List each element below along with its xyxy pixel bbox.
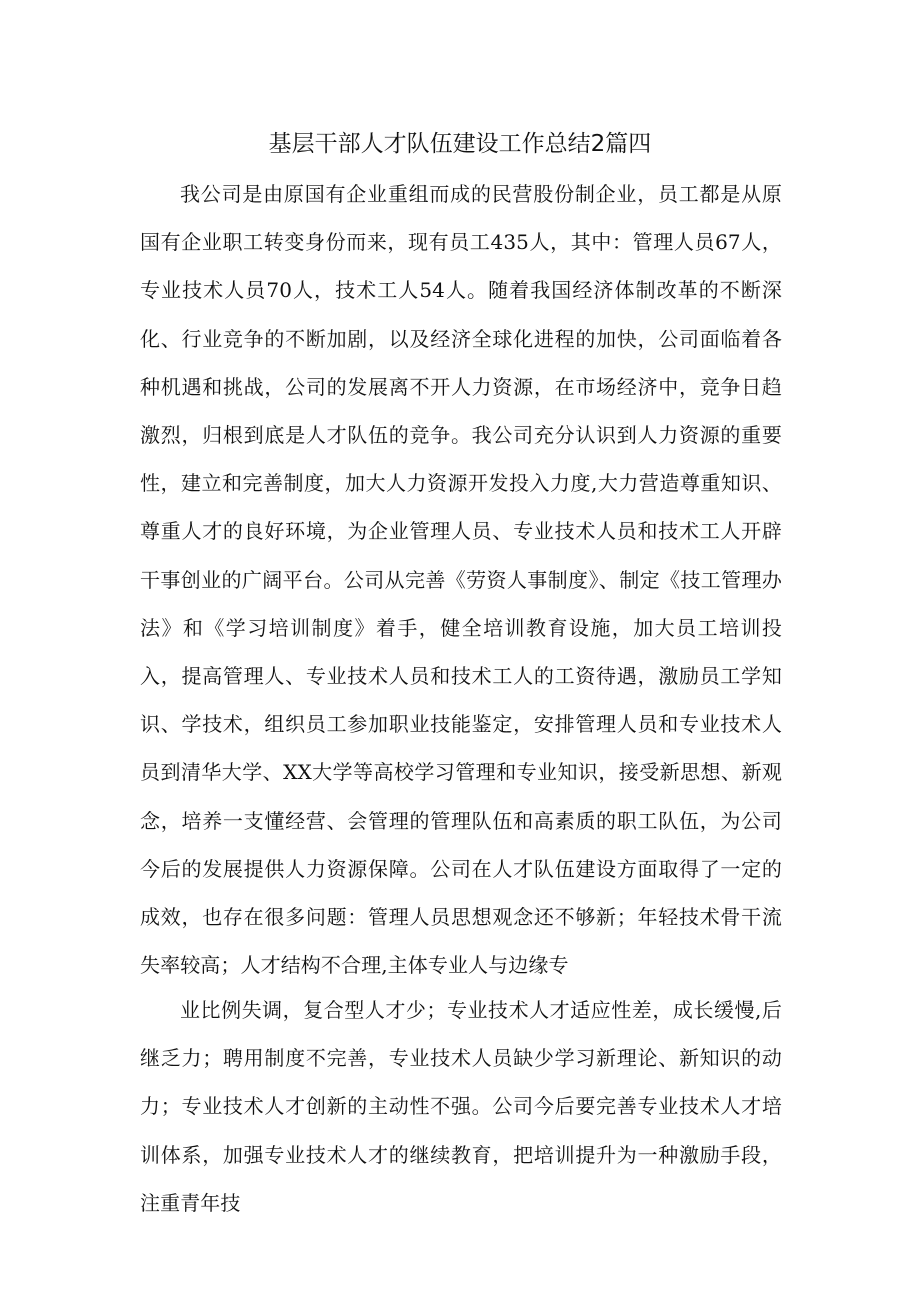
body-paragraph-2: 业比例失调，复合型人才少；专业技术人才适应性差，成长缓慢,后继乏力；聘用制度不完善，专业技术人员缺少学习新理论、新知识的动力；专业技术人才创新的主动性不强。公司今后要完善专业技术人才培训体系，加强专业技术人才的继续教育，把培训提升为一种激励手段，注重青年技 [140, 998, 782, 1215]
document-title: 基层干部人才队伍建设工作总结2篇四 [268, 131, 652, 157]
body-paragraph-1: 我公司是由原国有企业重组而成的民营股份制企业，员工都是从原国有企业职工转变身份而来，现有员工435人，其中：管理人员67人，专业技术人员70人，技术工人54人。随着我国经济体制改革的不断深化、行业竞争的不断加剧，以及经济全球化进程的加快，公司面临着各种机遇和挑战，公司的发展离不开人力资源，在市场经济中，竞争日趋激烈，归根到底是人才队伍的竞争。我公司充分认识到人力资源的重要性，建立和完善制度，加大人力资源开发投入力度,大力营造尊重知识、尊重人才的良好环境，为企业管理人员、专业技术人员和技术工人开辟干事创业的广阔平台。公司从完善《劳资人事制度》、制定《技工管理办法》和《学习培训制度》着手，健全培训教育设施，加大员工培训投入，提高管理人、专业技术人员和技术工人的工资待遇，激励员工学知识、学技术，组织员工参加职业技能鉴定，安排管理人员和专业技术人员到清华大学、XX大学等高校学习管理和专业知识，接受新思想、新观念，培养一支懂经营、会管理的管理队伍和高素质的职工队伍，为公司今后的发展提供人力资源保障。公司在人才队伍建设方面取得了一定的成效，也存在很多问题：管理人员思想观念还不够新；年轻技术骨干流失率较高；人才结构不合理,主体专业人与边缘专 [140, 182, 782, 978]
